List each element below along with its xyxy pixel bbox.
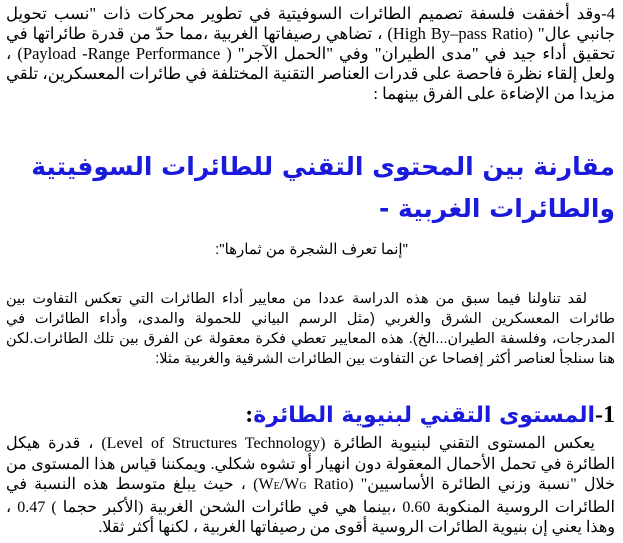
paragraph-structures-part-b: ) ، حيث يبلغ متوسط هذه النسبة في الطائرات الروسية المنكوبة 0.60 ،بينما هي في طائرات الشحن الغربية (الأكبر حجما ) 0.47 ، وهذا يعني إن بنيوية الطائرات الروسية أقوى من رصيفاتها الغربية ، لكنها أكثر ثقلا. — [6, 476, 616, 536]
weight-ratio — [258, 476, 348, 493]
proverb-quote: "إنما تعرف الشجرة من ثمارها": — [215, 241, 408, 258]
paragraph-criteria — [6, 289, 615, 369]
paragraph-structures — [6, 434, 615, 539]
heading-colon: : — [245, 402, 254, 428]
structures-heading — [245, 398, 615, 433]
ratio-word: Ratio — [306, 476, 349, 493]
paragraph-structures-part-a: يعكس المستوى التقني لبنيوية الطائرة (Level of Structures Technology) ، قدرة هيكل الطائرة في تحمل الأحمال المعقولة دون انهيار أو تشوه شكلي. ويمكننا قياس هذا المستوى من خلال "نسبة وزني الطائرة الأساسيين" ( — [6, 435, 615, 493]
ratio-wg: /W — [279, 476, 300, 493]
paragraph-criteria-text: لقد تناولنا فيما سبق من هذه الدراسة عددا من معايير أداء الطائرات التي تعكس التفاوت بين طائرات المعسكرين الشرق والغربي (مثل الرسم البياني للحمولة والمدى، وأداء الطائرات في المدرجات، وفلسفة الطيران...الخ). هذه المعايير تعطي فكرة معقولة عن الفرق بين تلك الطائرات.لكن هنا سنلجأ لعناصر أكثر إفصاحا عن التفاوت بين الطائرات الشرقية والغربية مثلا: — [6, 291, 615, 367]
heading-text: المستوى التقني لبنيوية الطائرة — [253, 403, 595, 428]
heading-number: 1- — [595, 402, 615, 428]
ratio-we: W — [258, 476, 274, 493]
comparison-heading: مقارنة بين المحتوى التقني للطائرات السوفيتية والطائرات الغربية - — [31, 152, 615, 223]
ratio-sub-e: E — [273, 481, 280, 492]
ratio-sub-g: G — [299, 481, 307, 492]
paragraph-engines: 4-وقد أخفقت فلسفة تصميم الطائرات السوفيتية في تطوير محركات ذات "نسب تحويل جانبي عال" (High By–pass Ratio) ، تضاهي رصيفاتها الغربية ،مما حدّ من قدرة طائراتها في تحقيق أداء جيد في "مدى الطيران" وفي "الحمل الآجر" ( Payload -Range Performance) ، ولعل إلقاء نظرة فاحصة على قدرات العناصر التقنية المختلفة في طائرات المعسكرين، تلقي مزيدا من الإضاءة على الفرق بينهما : — [6, 4, 615, 103]
